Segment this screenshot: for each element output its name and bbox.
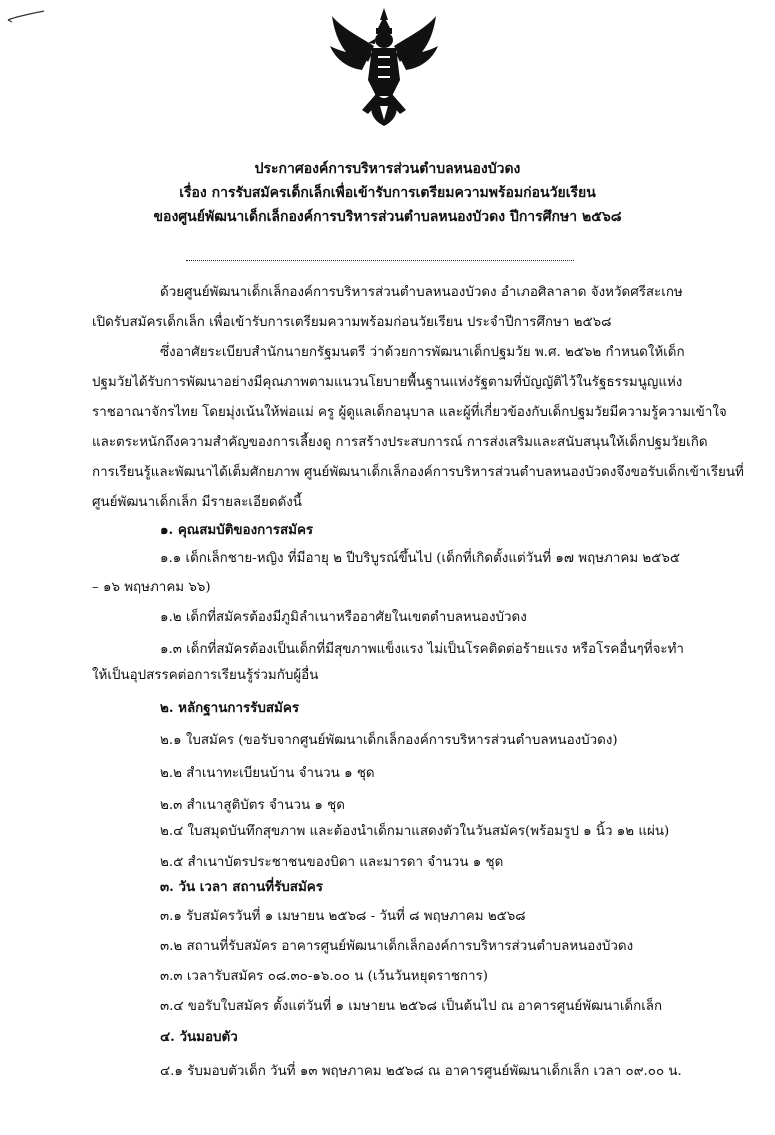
list-item: ๒.๔ ใบสมุดบันทึกสุขภาพ และต้องนำเด็กมาแสดงตัวในวันสมัคร(พร้อมรูป ๑ นิ้ว ๑๒ แผ่น) — [160, 824, 670, 839]
section-heading: ๒. หลักฐานการรับสมัคร — [160, 700, 300, 716]
list-item: ๑.๑ เด็กเล็กชาย-หญิง ที่มีอายุ ๒ ปีบริบูรณ์ขึ้นไป (เด็กที่เกิดตั้งแต่วันที่ ๑๗ พฤษภาคม ๒๕๖๕ — [160, 551, 680, 566]
paragraph-line: ศูนย์พัฒนาเด็กเล็ก มีรายละเอียดดังนี้ — [92, 495, 302, 510]
list-item: ๒.๒ สำเนาทะเบียนบ้าน จำนวน ๑ ชุด — [160, 766, 375, 781]
paragraph-line: การเรียนรู้และพัฒนาได้เต็มศักยภาพ ศูนย์พัฒนาเด็กเล็กองค์การบริหารส่วนตำบลหนองบัวดงจึงขอรับเด็กเข้าเรียนที่ — [92, 465, 744, 480]
list-item: ๒.๑ ใบสมัคร (ขอรับจากศูนย์พัฒนาเด็กเล็กองค์การบริหารส่วนตำบลหนองบัวดง) — [160, 733, 618, 748]
list-item: – ๑๖ พฤษภาคม ๖๖) — [92, 580, 211, 595]
list-item: ๓.๑ รับสมัครวันที่ ๑ เมษายน ๒๕๖๘ - วันที่ ๘ พฤษภาคม ๒๕๖๘ — [160, 909, 526, 924]
handwritten-mark-icon — [6, 8, 46, 24]
list-item: ๑.๓ เด็กที่สมัครต้องเป็นเด็กที่มีสุขภาพแข็งแรง ไม่เป็นโรคติดต่อร้ายแรง หรือโรคอื่นๆที่จะทำ — [160, 642, 684, 657]
paragraph-line: และตระหนักถึงความสำคัญของการเลี้ยงดู การสร้างประสบการณ์ การส่งเสริมและสนับสนุนให้เด็กปฐมวัยเกิด — [92, 435, 708, 450]
dotted-divider — [186, 260, 574, 261]
list-item: ๑.๒ เด็กที่สมัครต้องมีภูมิลำเนาหรืออาศัยในเขตตำบลหนองบัวดง — [160, 610, 527, 625]
paragraph-line: ซึ่งอาศัยระเบียบสำนักนายกรัฐมนตรี ว่าด้วยการพัฒนาเด็กปฐมวัย พ.ศ. ๒๕๖๒ กำหนดให้เด็ก — [160, 345, 685, 360]
paragraph-line: เปิดรับสมัครเด็กเล็ก เพื่อเข้ารับการเตรียมความพร้อมก่อนวัยเรียน ประจำปีการศึกษา ๒๕๖๘ — [92, 315, 612, 330]
list-item: ๒.๓ สำเนาสูติบัตร จำนวน ๑ ชุด — [160, 798, 345, 813]
paragraph-line: ปฐมวัยได้รับการพัฒนาอย่างมีคุณภาพตามแนวนโยบายพื้นฐานแห่งรัฐตามที่บัญญัติไว้ในรัฐธรรมนูญแห่ง — [92, 375, 683, 390]
list-item: ๓.๔ ขอรับใบสมัคร ตั้งแต่วันที่ ๑ เมษายน ๒๕๖๘ เป็นต้นไป ณ อาคารศูนย์พัฒนาเด็กเล็ก — [160, 999, 663, 1014]
title-line: ของศูนย์พัฒนาเด็กเล็กองค์การบริหารส่วนตำบลหนองบัวดง ปีการศึกษา ๒๕๖๘ — [153, 209, 622, 225]
announcement-title — [0, 157, 775, 229]
list-item: ๔.๑ รับมอบตัวเด็ก วันที่ ๑๓ พฤษภาคม ๒๕๖๘ ณ อาคารศูนย์พัฒนาเด็กเล็ก เวลา ๐๙.๐๐ น. — [160, 1064, 682, 1079]
title-line: ประกาศองค์การบริหารส่วนตำบลหนองบัวดง — [254, 161, 521, 177]
list-item: ให้เป็นอุปสรรคต่อการเรียนรู้ร่วมกับผู้อื่น — [92, 668, 319, 683]
list-item: ๓.๓ เวลารับสมัคร ๐๘.๓๐-๑๖.๐๐ น (เว้นวันหยุดราชการ) — [160, 969, 488, 984]
paragraph-line: ราชอาณาจักรไทย โดยมุ่งเน้นให้พ่อแม่ ครู ผู้ดูแลเด็กอนุบาล และผู้ที่เกี่ยวข้องกับเด็กปฐมวัยมีความรู้ความเข้าใจ — [92, 405, 727, 420]
section-heading: ๓. วัน เวลา สถานที่รับสมัคร — [160, 879, 323, 895]
list-item: ๓.๒ สถานที่รับสมัคร อาคารศูนย์พัฒนาเด็กเล็กองค์การบริหารส่วนตำบลหนองบัวดง — [160, 939, 634, 954]
section-heading: ๔. วันมอบตัว — [160, 1029, 238, 1045]
list-item: ๒.๕ สำเนาบัตรประชาชนของบิดา และมารดา จำนวน ๑ ชุด — [160, 855, 504, 870]
paragraph-line: ด้วยศูนย์พัฒนาเด็กเล็กองค์การบริหารส่วนตำบลหนองบัวดง อำเภอศิลาลาด จังหวัดศรีสะเกษ — [160, 285, 683, 300]
section-heading: ๑. คุณสมบัติของการสมัคร — [160, 522, 314, 538]
garuda-emblem-icon — [328, 6, 440, 128]
subject-line: เรื่อง การรับสมัครเด็กเล็กเพื่อเข้ารับการเตรียมความพร้อมก่อนวัยเรียน — [179, 185, 596, 201]
